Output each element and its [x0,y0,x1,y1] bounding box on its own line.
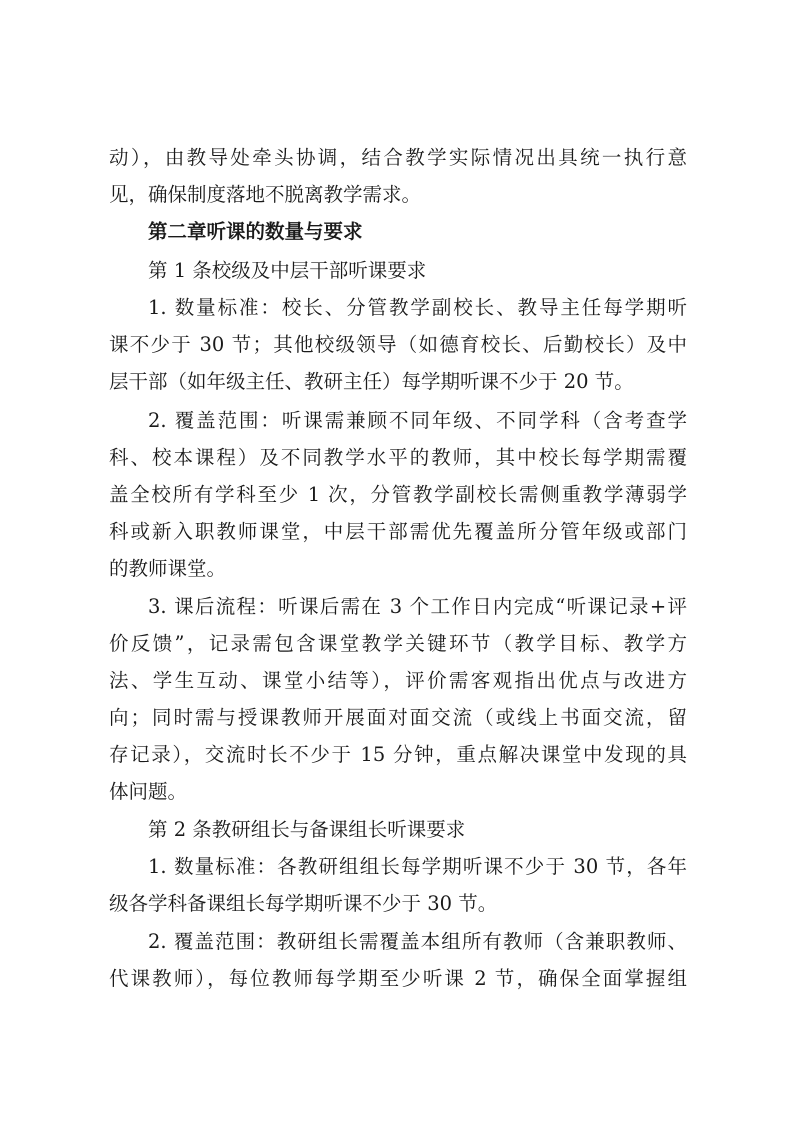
text-line: 动），由教导处牵头协调，结合教学实际情况出具统一执行意 [109,146,687,169]
text-line: 3. 课后流程：听课后需在 3 个工作日内完成“听课记录+评 [148,595,687,618]
text-line: 科或新入职教师课堂，中层干部需优先覆盖所分管年级或部门 [109,520,687,543]
text-line: 的教师课堂。 [109,557,227,580]
text-line: 第 2 条教研组长与备课组长听课要求 [148,818,466,841]
text-line: 第 1 条校级及中层干部听课要求 [148,259,427,282]
text-line: 价反馈”，记录需包含课堂教学关键环节（教学目标、教学方 [109,632,687,655]
text-line: 存记录），交流时长不少于 15 分钟，重点解决课堂中发现的具 [109,743,687,766]
text-line: 见，确保制度落地不脱离教学需求。 [109,183,422,206]
chapter-heading: 第二章听课的数量与要求 [148,220,363,243]
text-line: 体问题。 [109,780,188,803]
text-line: 层干部（如年级主任、教研主任）每学期听课不少于 20 节。 [109,370,634,393]
text-line: 法、学生互动、课堂小结等），评价需客观指出优点与改进方 [109,669,687,692]
text-line: 2. 覆盖范围：听课需兼顾不同年级、不同学科（含考查学 [148,409,687,432]
text-line: 课不少于 30 节；其他校级领导（如德育校长、后勤校长）及中 [109,333,687,356]
text-line: 向；同时需与授课教师开展面对面交流（或线上书面交流，留 [109,706,687,729]
text-line: 1. 数量标准：各教研组组长每学期听课不少于 30 节，各年 [148,855,687,878]
text-line: 代课教师），每位教师每学期至少听课 2 节，确保全面掌握组 [109,967,687,990]
text-line: 1. 数量标准：校长、分管教学副校长、教导主任每学期听 [148,296,687,319]
text-line: 科、校本课程）及不同教学水平的教师，其中校长每学期需覆 [109,446,687,469]
text-line: 2. 覆盖范围：教研组长需覆盖本组所有教师（含兼职教师、 [148,930,687,953]
text-line: 级各学科备课组长每学期听课不少于 30 节。 [109,892,498,915]
text-line: 盖全校所有学科至少 1 次，分管教学副校长需侧重教学薄弱学 [109,483,687,506]
